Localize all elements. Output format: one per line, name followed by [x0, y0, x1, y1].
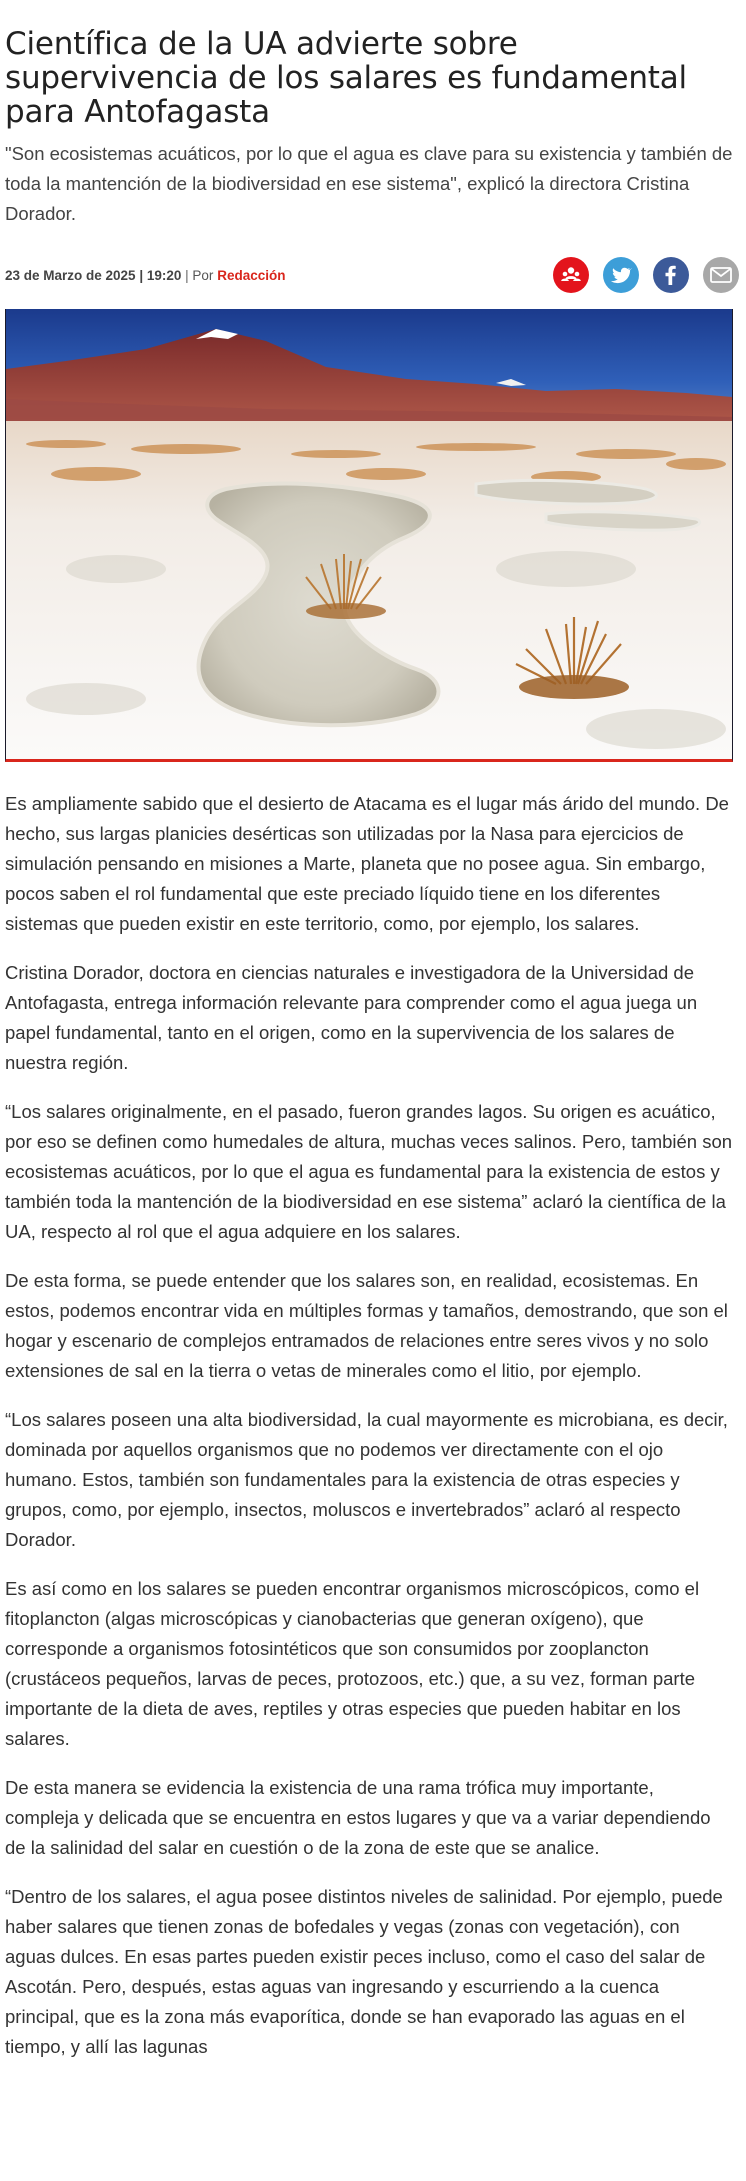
article-paragraph: Cristina Dorador, doctora en ciencias naturales e investigadora de la Universidad de Antofagasta, entrega información relevante para comprender como el agua juega un papel fundamental, tanto en el origen, como en la supervivencia de los salares de nuestra región.: [5, 962, 698, 1073]
community-icon: [560, 264, 582, 286]
share-facebook-button[interactable]: [653, 257, 689, 293]
byline: [5, 268, 285, 283]
article-paragraph: Es ampliamente sabido que el desierto de Atacama es el lugar más árido del mundo. De hecho, sus largas planicies desérticas son utilizadas por la Nasa para ejercicios de simulación pensando en misiones a Marte, planeta que no posee agua. Sin embargo, pocos saben el rol fundamental que este preciado líquido tiene en los diferentes sistemas que pueden existir en este territorio, como, por ejemplo, los salares.: [5, 793, 729, 934]
twitter-icon: [610, 264, 632, 286]
share-mail-button[interactable]: [703, 257, 739, 293]
share-twitter-button[interactable]: [603, 257, 639, 293]
article-subtitle: "Son ecosistemas acuáticos, por lo que el agua es clave para su existencia y también de toda la mantención de la biodiversidad en ese sistema", explicó la directora Cristina Dorador.: [5, 143, 733, 224]
article-paragraph: “Los salares poseen una alta biodiversidad, la cual mayormente es microbiana, es decir, dominada por aquellos organismos que no podemos ver directamente con el ojo humano. Estos, también son fundamentales para la existencia de otras especies y grupos, como, por ejemplo, insectos, moluscos e invertebrados” aclaró al respecto Dorador.: [5, 1409, 728, 1550]
article-headline: Científica de la UA advierte sobre supervivencia de los salares es fundamental para Antofagasta: [5, 26, 687, 130]
article-meta: [5, 257, 733, 297]
article-paragraph: “Dentro de los salares, el agua posee distintos niveles de salinidad. Por ejemplo, puede haber salares que tienen zonas de bofedales y vegas (zonas con vegetación), con aguas dulces. En esas partes pueden existir peces incluso, como el caso del salar de Ascotán. Pero, después, estas aguas van ingresando y escurriendo a la cuenca principal, que es la zona más evaporítica, donde se han evaporado las aguas en el tiempo, y allí las lagunas: [5, 1886, 723, 2057]
share-buttons: [553, 257, 739, 293]
facebook-icon: [661, 264, 681, 286]
byline-separator: |: [185, 268, 189, 283]
article-body: [5, 789, 733, 2062]
author-link[interactable]: Redacción: [217, 268, 286, 283]
mail-icon: [710, 267, 732, 283]
byline-prefix: Por: [192, 268, 214, 283]
article-paragraph: De esta manera se evidencia la existencia de una rama trófica muy importante, compleja y delicada que se encuentra en estos lugares y que va a variar dependiendo de la salinidad del salar en cuestión o de la zona de este que se analice.: [5, 1777, 711, 1858]
article: [5, 0, 733, 2081]
salt-flat-landscape-image: [5, 309, 733, 762]
article-paragraph: Es así como en los salares se pueden encontrar organismos microscópicos, como el fitoplancton (algas microscópicas y cianobacterias que generan oxígeno), que corresponde a organismos fotosintéticos que son consumidos por zooplancton (crustáceos pequeños, larvas de peces, protozoos, etc.) que, a su vez, forman parte importante de la dieta de aves, reptiles y otras especies que pueden habitar en los salares.: [5, 1578, 700, 1749]
share-community-button[interactable]: [553, 257, 589, 293]
article-paragraph: De esta forma, se puede entender que los salares son, en realidad, ecosistemas. En estos, podemos encontrar vida en múltiples formas y tamaños, demostrando, que son el hogar y escenario de complejos entramados de relaciones entre seres vivos y no solo extensiones de sal en la tierra o vetas de minerales como el litio, por ejemplo.: [5, 1270, 728, 1381]
publish-date: 23 de Marzo de 2025 | 19:20: [5, 268, 182, 283]
article-paragraph: “Los salares originalmente, en el pasado, fueron grandes lagos. Su origen es acuático, por eso se definen como humedales de altura, muchas veces salinos. Pero, también son ecosistemas acuáticos, por lo que el agua es fundamental para la existencia de estos y también toda la mantención de la biodiversidad en ese sistema” aclaró la científica de la UA, respecto al rol que el agua adquiere en los salares.: [5, 1101, 733, 1242]
